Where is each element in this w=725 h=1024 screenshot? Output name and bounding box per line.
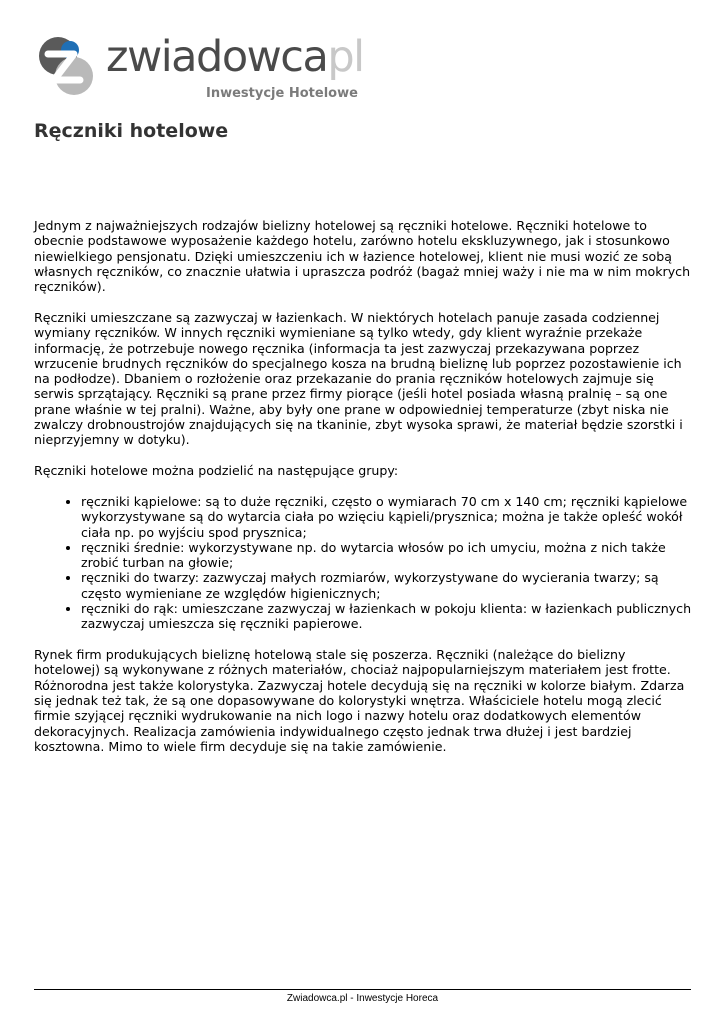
zwiadowca-logo-icon [34, 34, 98, 98]
brand-name: zwiadowcapl [106, 32, 364, 82]
list-item: • ręczniki do twarzy: zazwyczaj małych rozmiarów, wykorzystywane do wycierania twarzy; są często wymieniane ze względów higienicznych; [81, 570, 692, 601]
towel-groups-list [34, 494, 692, 632]
brand-tld: pl [327, 32, 364, 82]
paragraph-placement: Ręczniki umieszczane są zazwyczaj w łazienkach. W niektórych hotelach panuje zasada codziennej wymiany ręczników. W innych ręczniki wymieniane są tylko wtedy, gdy klient wyraźnie przekaże informację, że potrzebuje nowego ręcznika (informacja ta jest zazwyczaj przekazywana poprzez wrzucenie brudnych ręczników do specjalnego kosza na brudną bieliznę lub poprzez pozostawienie ich na podłodze). Dbaniem o rozłożenie oraz przekazanie do prania ręczników hotelowych zajmuje się serwis sprzątający. Ręczniki są prane przez firmy piorące (jeśli hotel posiada własną pralnię – są one prane właśnie w tej pralni). Ważne, aby były one prane w odpowiedniej temperaturze (zbyt niska nie zwalczy drobnoustrojów znajdujących się na tkaninie, zbyt wysoka sprawi, że materiał będzie szorstki i nieprzyjemny w dotyku). [34, 309, 683, 448]
footer-text: Zwiadowca.pl - Inwestycje Horeca [286, 993, 439, 1004]
paragraph-market: Rynek firm produkujących bieliznę hotelową stale się poszerza. Ręczniki (należące do bielizny hotelowej) są wykonywane z różnych materiałów, chociaż najpopularniejszym materiałem jest frotte. Różnorodna jest także kolorystyka. Zazwyczaj hotele decydują się na ręczniki w kolorze białym. Zdarza się jednak też tak, że są one dopasowywane do kolorystyki wnętrza. Właściciele hotelu mogą zlecić firmie szyjącej ręczniki wydrukowanie na nich logo i nazwy hotelu oraz dodatkowych elementów dekoracyjnych. Realizacja zamówienia indywidualnego często jednak trwa dłużej i jest bardziej kosztowna. Mimo to wiele firm decyduje się na takie zamówienie. [34, 647, 685, 754]
brand-tagline: Inwestycje Hotelowe [206, 86, 358, 101]
site-logo[interactable] [34, 32, 414, 104]
list-item: • ręczniki do rąk: umieszczane zazwyczaj w łazienkach w pokoju klienta: w łazienkach publicznych zazwyczaj umieszcza się ręczniki papierowe. [81, 601, 692, 632]
list-item: • ręczniki kąpielowe: są to duże ręczniki, często o wymiarach 70 cm x 140 cm; ręczniki kąpielowe wykorzystywane są do wytarcia ciała po wzięciu kąpieli/prysznica; można je także opleść wokół ciała np. po wyjściu spod prysznica; [81, 494, 692, 540]
page-title: Ręczniki hotelowe [34, 120, 229, 142]
article-body [34, 218, 692, 770]
footer-divider [34, 989, 691, 990]
paragraph-groups-intro: Ręczniki hotelowe można podzielić na następujące grupy: [34, 463, 399, 479]
paragraph-intro: Jednym z najważniejszych rodzajów bielizny hotelowej są ręczniki hotelowe. Ręczniki hotelowe to obecnie podstawowe wyposażenie każdego hotelu, zarówno hotelu ekskluzywnego, jak i stosunkowo niewielkiego pensjonatu. Dzięki umieszczeniu ich w łazience hotelowej, klient nie musi wozić ze sobą własnych ręczników, co znacznie ułatwia i upraszcza podróż (bagaż mniej waży i nie ma w nim mokrych ręczników). [34, 218, 691, 295]
list-item: • ręczniki średnie: wykorzystywane np. do wytarcia włosów po ich umyciu, można z nich także zrobić turban na głowie; [81, 540, 692, 571]
